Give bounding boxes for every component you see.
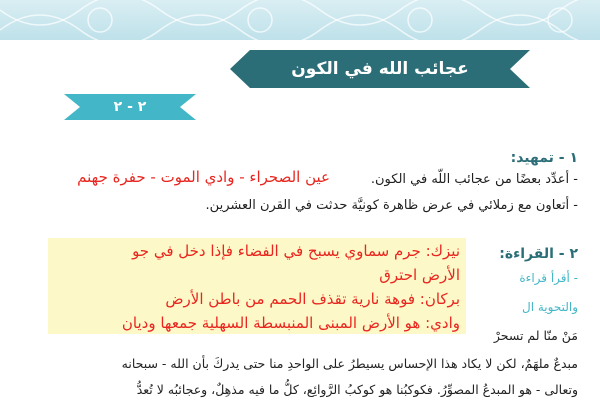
overlay-note: بركان: فوهة نارية تقذف الحمم من باطن الأرض: [165, 290, 460, 308]
overlay-note: نيزك: جرم سماوي يسبح في الفضاء فإذا دخل في جو: [132, 242, 460, 260]
intro-item: - أتعاون مع زملائي في عرض ظاهرة كونيَّة حدثت في القرن العشرين.: [205, 198, 578, 213]
lesson-number: ٢ - ٢: [113, 99, 147, 115]
decorative-banner: [0, 0, 600, 40]
body-line: مبدعٌ ملهَمٌ، لكن لا يكاد هذا الإحساس يسيطرُ على الواحدِ منا حتى يدركَ بأن الله - سبحانه: [121, 356, 578, 371]
intro-heading: ١ - تمهيد:: [510, 150, 578, 166]
page-title: عجائب الله في الكون: [291, 59, 469, 79]
overlay-note: الأرض احترق: [379, 266, 460, 284]
body-line: وتعالى - هو المبدعُ المصوِّرُ. فكوكبُنا هو كوكبُ الرَّوائِع، كلُّ ما فيه مذهِلٌ، وعجائبُه لا تُعدُّ: [136, 382, 578, 397]
arabesque-pattern-icon: [0, 0, 600, 40]
reading-heading: ٢ - القراءة:: [499, 246, 578, 262]
body-line-partial: مَنْ منّا لم تسحرْ: [493, 328, 578, 343]
handwritten-note: عين الصحراء - وادي الموت - حفرة جهنم: [77, 168, 330, 186]
reading-item: - أقرأ قراءة: [519, 271, 578, 285]
overlay-note: وادي: هو الأرض المبنى المنبسطة السهلية جمعها وديان: [121, 314, 460, 332]
intro-item: - أعدِّد بعضًا من عجائب اللّه في الكون.: [370, 172, 578, 187]
reading-item-2: والتحوية ال: [522, 300, 578, 314]
